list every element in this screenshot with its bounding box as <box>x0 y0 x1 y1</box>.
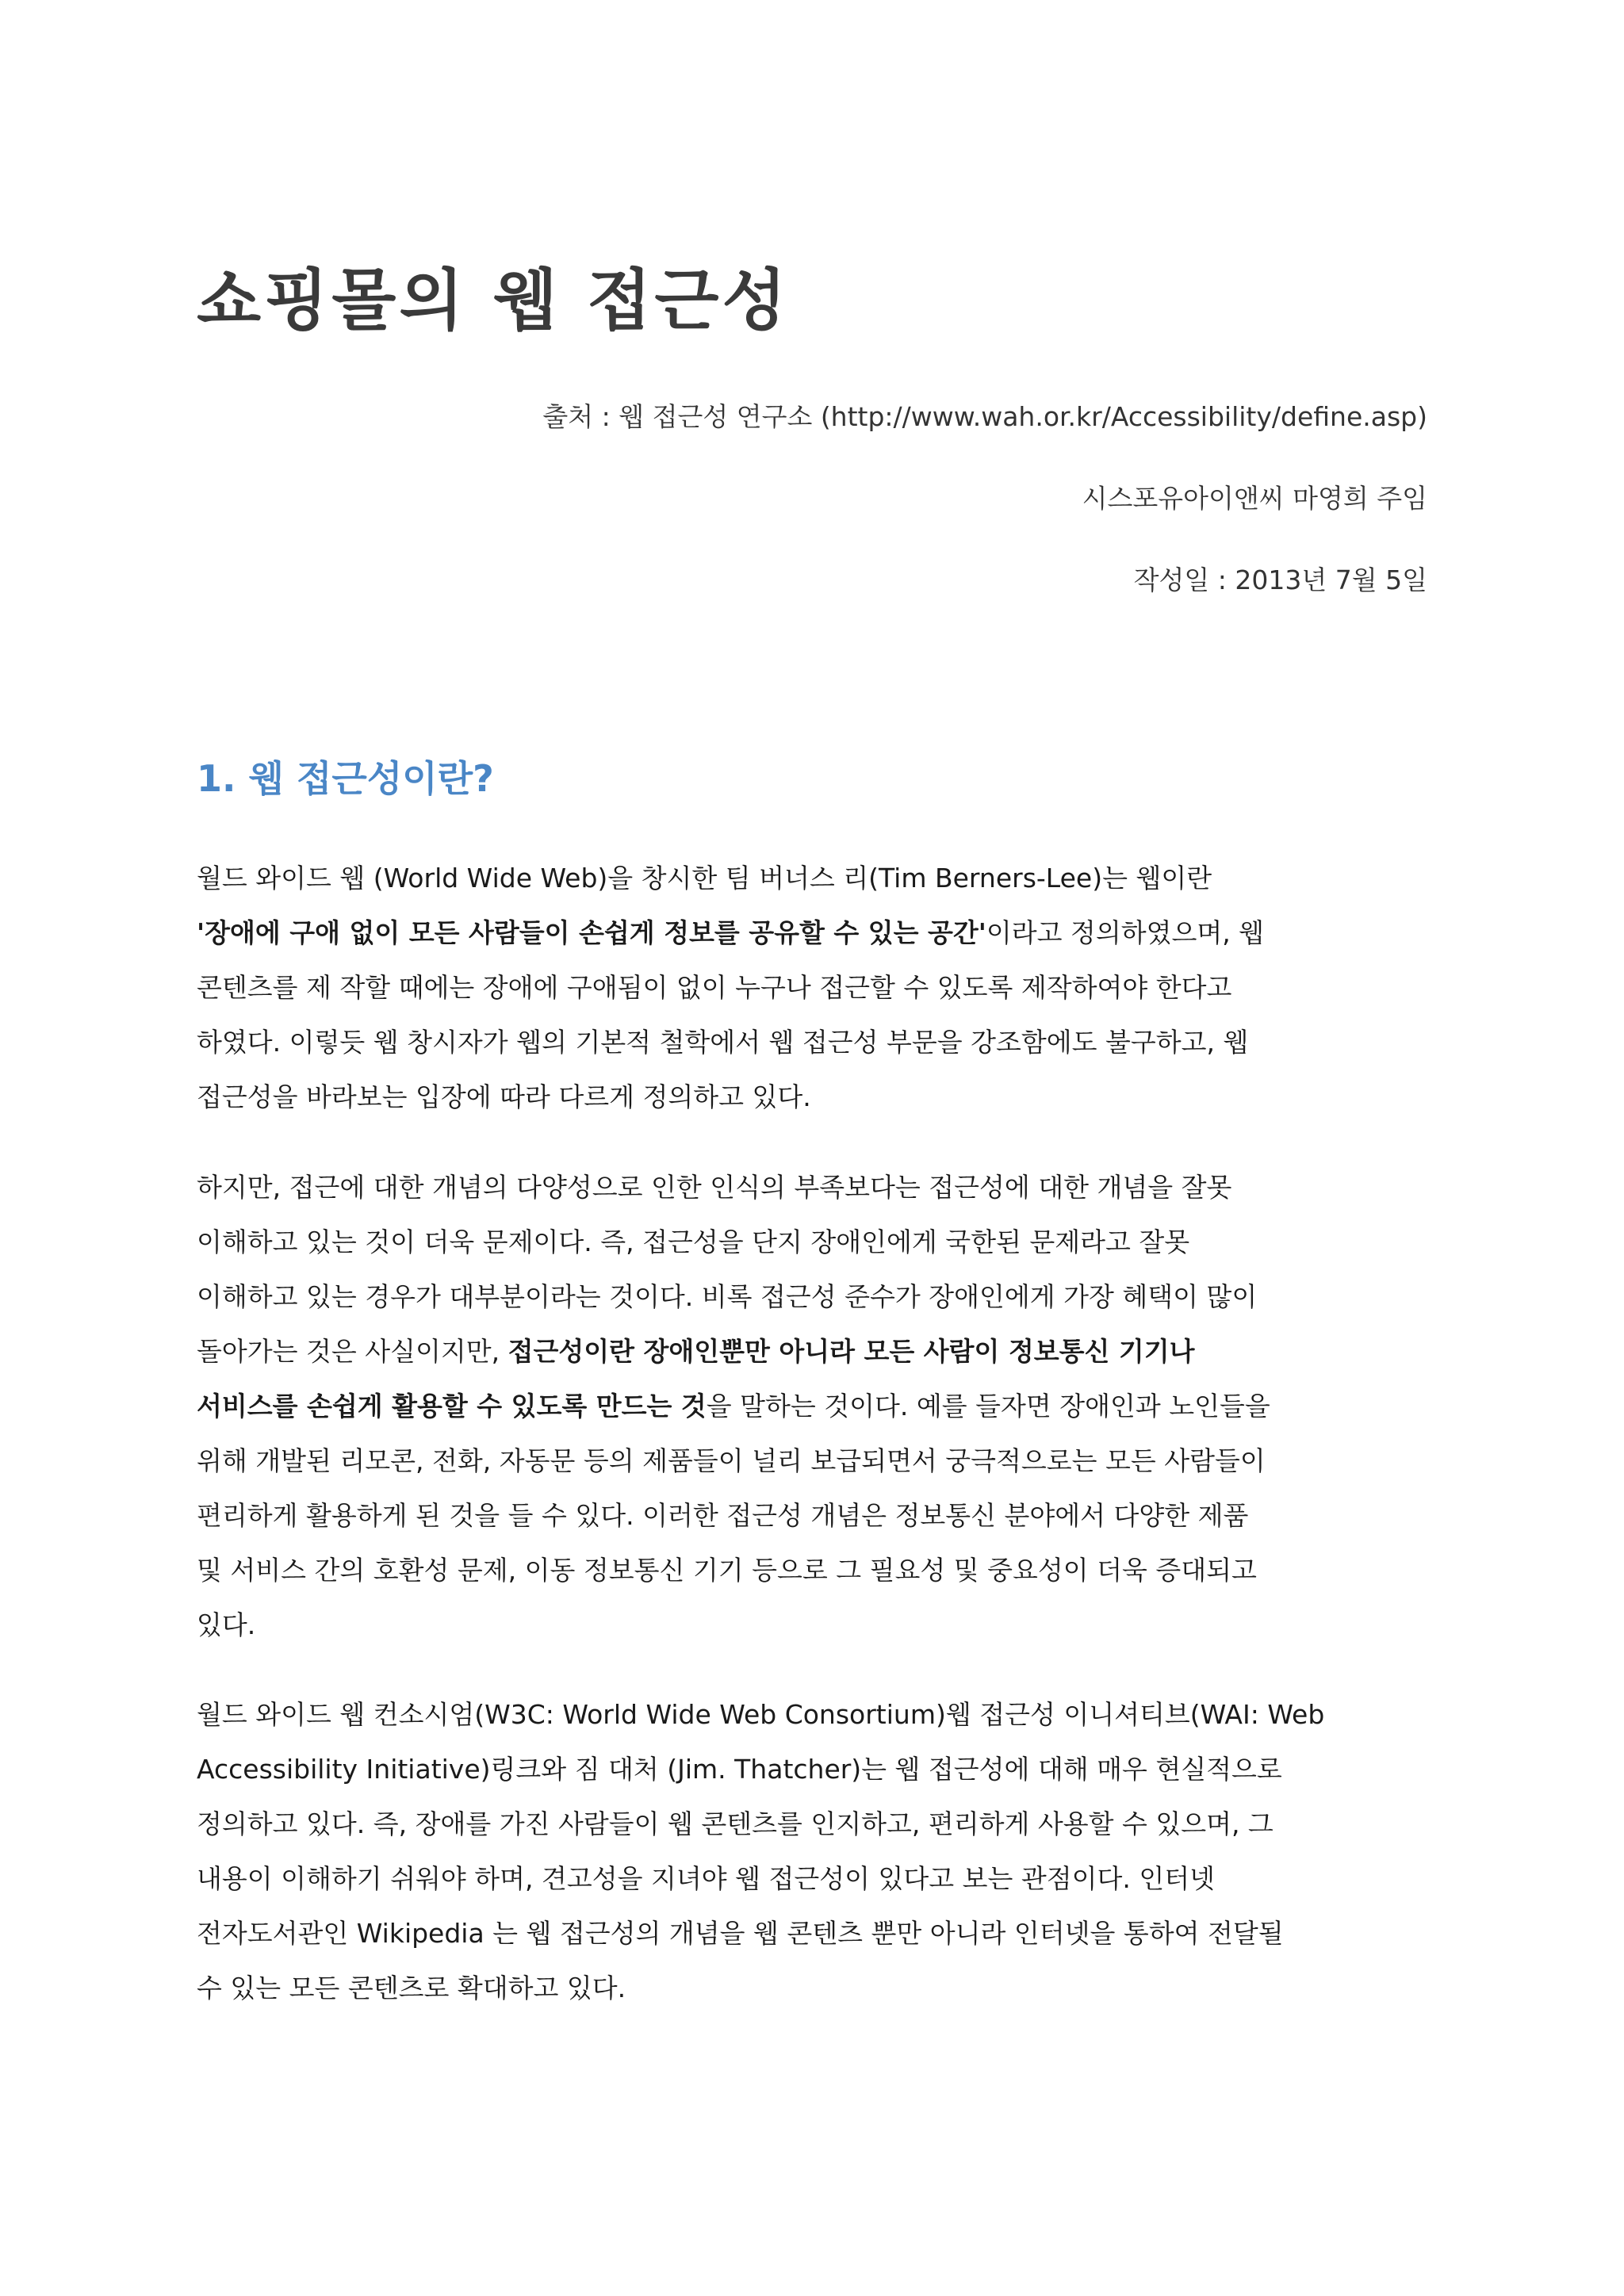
paragraph-line: 이해하고 있는 경우가 대부분이라는 것이다. 비록 접근성 준수가 장애인에게 가장 혜택이 많이 <box>197 1281 1258 1312</box>
paragraph-line <box>197 1379 1434 1433</box>
paragraph-line: Accessibility Initiative)링크와 짐 대처 (Jim. Thatcher)는 웹 접근성에 대해 매우 현실적으로 <box>197 1754 1282 1785</box>
paragraph-line: 수 있는 모든 콘텐츠로 확대하고 있다. <box>197 1973 626 2003</box>
paragraph-line: 편리하게 활용하게 된 것을 들 수 있다. 이러한 접근성 개념은 정보통신 분야에서 다양한 제품 <box>197 1500 1249 1531</box>
paragraph-line: 월드 와이드 웹 (World Wide Web)을 창시한 팀 버너스 리(Tim Berners-Lee)는 웹이란 <box>197 863 1212 894</box>
paragraph-1 <box>197 851 1434 1124</box>
text-run: 을 말하는 것이다. 예를 들자면 장애인과 노인들을 <box>706 1391 1270 1422</box>
paragraph-line: 이해하고 있는 것이 더욱 문제이다. 즉, 접근성을 단지 장애인에게 국한된 문제라고 잘못 <box>197 1226 1190 1257</box>
text-run: 돌아가는 것은 사실이지만, <box>197 1336 508 1367</box>
paragraph-line <box>197 1324 1434 1379</box>
paragraph-line: 및 서비스 간의 호환성 문제, 이동 정보통신 기기 등으로 그 필요성 및 중요성이 더욱 증대되고 <box>197 1555 1257 1586</box>
paragraph-line: 월드 와이드 웹 컨소시엄(W3C: World Wide Web Consortium)웹 접근성 이니셔티브(WAI: Web <box>197 1699 1325 1730</box>
paragraph-line: 콘텐츠를 제 작할 때에는 장애에 구애됨이 없이 누구나 접근할 수 있도록 제작하여야 한다고 <box>197 972 1232 1003</box>
paragraph-line: 내용이 이해하기 쉬워야 하며, 견고성을 지녀야 웹 접근성이 있다고 보는 관점이다. 인터넷 <box>197 1863 1215 1894</box>
paragraph-2 <box>197 1160 1434 1652</box>
document-title: 쇼핑몰의 웹 접근성 <box>197 262 790 339</box>
paragraph-line: 전자도서관인 Wikipedia 는 웹 접근성의 개념을 웹 콘텐츠 뿐만 아니라 인터넷을 통하여 전달될 <box>197 1918 1284 1949</box>
paragraph-line: 하였다. 이렇듯 웹 창시자가 웹의 기본적 철학에서 웹 접근성 부문을 강조함에도 불구하고, 웹 <box>197 1027 1249 1058</box>
section-heading: 1. 웹 접근성이란? <box>197 757 494 800</box>
paragraph-line: 있다. <box>197 1609 256 1640</box>
paragraph-3 <box>197 1687 1434 2015</box>
source-citation: 출처 : 웹 접근성 연구소 (http://www.wah.or.kr/Accessibility/define.asp) <box>542 401 1427 432</box>
emphasis-text: 서비스를 손쉽게 활용할 수 있도록 만드는 것 <box>197 1391 707 1422</box>
paragraph-line: 정의하고 있다. 즉, 장애를 가진 사람들이 웹 콘텐츠를 인지하고, 편리하게 사용할 수 있으며, 그 <box>197 1808 1274 1839</box>
paragraph-line: 하지만, 접근에 대한 개념의 다양성으로 인한 인식의 부족보다는 접근성에 대한 개념을 잘못 <box>197 1172 1232 1203</box>
paragraph-line: 위해 개발된 리모콘, 전화, 자동문 등의 제품들이 널리 보급되면서 궁극적으로는 모든 사람들이 <box>197 1445 1266 1476</box>
text-run: 이라고 정의하였으며, 웹 <box>986 917 1265 948</box>
paragraph-line <box>197 905 1434 960</box>
author-line: 시스포유아이앤씨 마영희 주임 <box>1082 483 1427 514</box>
date-line: 작성일 : 2013년 7월 5일 <box>1133 564 1427 595</box>
paragraph-line: 접근성을 바라보는 입장에 따라 다르게 정의하고 있다. <box>197 1081 811 1112</box>
emphasis-text: '장애에 구애 없이 모든 사람들이 손쉽게 정보를 공유할 수 있는 공간' <box>197 917 986 948</box>
emphasis-text: 접근성이란 장애인뿐만 아니라 모든 사람이 정보통신 기기나 <box>508 1336 1195 1367</box>
